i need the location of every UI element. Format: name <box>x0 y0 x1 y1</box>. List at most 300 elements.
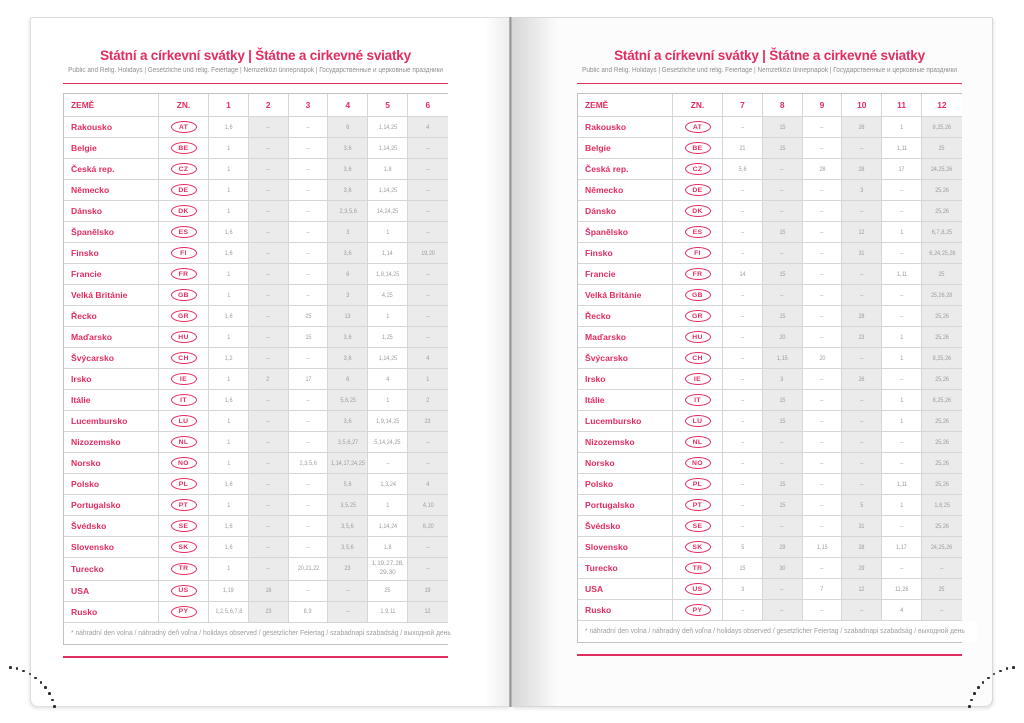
holiday-days: 25, 26 <box>935 375 949 383</box>
holiday-cell <box>408 474 448 495</box>
holiday-cell <box>328 180 368 201</box>
table-row <box>64 581 447 602</box>
country-name: Slovensko <box>585 542 628 552</box>
holiday-days: – <box>426 186 430 194</box>
holiday-cell <box>368 180 408 201</box>
holiday-cell <box>209 180 249 201</box>
country-name: Turecko <box>71 563 104 574</box>
holiday-days: – <box>900 564 904 572</box>
holiday-cell <box>763 180 803 201</box>
page-subtitle: Public and Relig. Holidays | Gesetzliche und relig. Feiertage | Nemzetközi ünnepnapok | Государственные и церковные праздники <box>68 67 443 74</box>
table-row <box>578 243 961 264</box>
holiday-days: 24, 25, 26 <box>931 543 953 551</box>
holiday-cell <box>882 537 922 558</box>
holiday-days: – <box>426 228 430 236</box>
table-row <box>64 369 447 390</box>
holiday-cell <box>328 264 368 285</box>
country-code-badge: CZ <box>685 163 711 175</box>
holiday-days: 1, 14, 25 <box>378 123 397 131</box>
table-row <box>578 306 961 327</box>
holiday-days: – <box>306 543 310 551</box>
country-name: Řecko <box>585 311 611 321</box>
holiday-days: – <box>266 312 270 320</box>
country-name: Švýcarsko <box>585 353 629 363</box>
holiday-cell <box>328 432 368 453</box>
holiday-cell <box>209 159 249 180</box>
holiday-cell <box>368 306 408 327</box>
country-cell <box>578 432 673 453</box>
holiday-days: – <box>780 207 784 215</box>
holiday-days: 15 <box>779 480 786 488</box>
holiday-days: 1, 6 <box>224 396 233 404</box>
holiday-cell <box>209 581 249 602</box>
holiday-cell <box>922 117 962 138</box>
holiday-days: 23 <box>265 608 272 616</box>
code-cell <box>159 201 209 222</box>
table-row <box>64 602 447 623</box>
holiday-cell <box>763 474 803 495</box>
holiday-days: – <box>740 228 744 236</box>
month-header-cell <box>249 94 289 117</box>
holiday-days: 17 <box>898 165 905 173</box>
table-row <box>578 180 961 201</box>
table-row <box>64 201 447 222</box>
holiday-cell <box>289 495 329 516</box>
holiday-cell <box>289 390 329 411</box>
country-name: Francie <box>71 269 102 279</box>
holiday-days: 4 <box>426 480 430 488</box>
country-name: Portugalsko <box>585 500 635 510</box>
holiday-days: 15 <box>779 123 786 131</box>
country-code-badge: HU <box>171 331 197 343</box>
holiday-cell <box>249 180 289 201</box>
holiday-days: – <box>266 123 270 131</box>
holiday-days: 1 <box>226 459 230 467</box>
country-code-badge: ES <box>171 226 197 238</box>
holiday-cell <box>842 516 882 537</box>
code-cell <box>159 222 209 243</box>
holiday-cell <box>249 201 289 222</box>
country-cell <box>64 138 159 159</box>
month-header-label: 12 <box>937 100 947 110</box>
code-cell <box>673 159 723 180</box>
table-row <box>578 138 961 159</box>
holiday-cell <box>842 600 882 621</box>
holiday-cell <box>922 432 962 453</box>
stitch-dot <box>1012 666 1015 669</box>
holiday-cell <box>408 516 448 537</box>
holiday-days: – <box>820 396 824 404</box>
country-code-badge: LU <box>685 415 711 427</box>
holiday-cell <box>209 306 249 327</box>
holiday-cell <box>763 306 803 327</box>
holiday-cell <box>289 432 329 453</box>
table-row <box>64 117 447 138</box>
month-header-cell <box>723 94 763 117</box>
country-name: USA <box>585 584 604 594</box>
holiday-days: – <box>266 354 270 362</box>
holiday-days: – <box>820 312 824 320</box>
holiday-cell <box>209 602 249 623</box>
country-code-badge: PT <box>685 499 711 511</box>
holiday-days: 1, 14, 25 <box>378 186 397 194</box>
month-header-label: 8 <box>779 100 785 110</box>
code-cell <box>673 327 723 348</box>
holiday-days: 1, 14, 25 <box>378 144 397 152</box>
holiday-days: – <box>860 270 864 278</box>
holiday-cell <box>842 243 882 264</box>
holiday-days: 6, 7, 8, 25 <box>931 228 952 236</box>
stitch-dot <box>9 666 12 669</box>
holiday-cell <box>803 138 843 159</box>
holiday-cell <box>763 558 803 579</box>
country-name: Rusko <box>71 606 98 617</box>
holiday-days: 3, 6 <box>343 249 352 257</box>
holiday-days: 4, 10 <box>422 501 434 509</box>
country-name: Lucembursko <box>71 416 128 426</box>
holiday-cell <box>882 138 922 159</box>
country-cell <box>578 138 673 159</box>
holiday-days: 15 <box>779 396 786 404</box>
holiday-days: 3 <box>346 228 350 236</box>
holiday-cell <box>328 537 368 558</box>
holiday-cell <box>842 432 882 453</box>
country-name: Velká Británie <box>71 290 128 300</box>
page-left <box>30 17 511 707</box>
holiday-days: – <box>266 165 270 173</box>
holiday-days: 5 <box>740 543 744 551</box>
country-code-badge: PL <box>685 478 711 490</box>
holiday-cell <box>289 516 329 537</box>
holiday-cell <box>842 537 882 558</box>
holiday-cell <box>723 264 763 285</box>
table-row <box>64 348 447 369</box>
holiday-days: 1 <box>900 501 904 509</box>
holiday-days: 15 <box>779 228 786 236</box>
country-cell <box>64 117 159 138</box>
holiday-cell <box>882 327 922 348</box>
holiday-days: 5, 14, 24, 25 <box>374 438 401 446</box>
holiday-cell <box>289 474 329 495</box>
holiday-cell <box>209 474 249 495</box>
holiday-days: – <box>306 249 310 257</box>
holiday-cell <box>408 537 448 558</box>
country-cell <box>578 600 673 621</box>
holiday-cell <box>289 348 329 369</box>
holiday-cell <box>249 411 289 432</box>
holiday-table-months-1-6 <box>63 93 451 645</box>
holiday-cell <box>922 222 962 243</box>
month-header-label: 9 <box>819 100 825 110</box>
holiday-days: – <box>266 186 270 194</box>
holiday-days: 1, 6 <box>224 249 233 257</box>
holiday-days: 12 <box>858 228 865 236</box>
table-footnote-row <box>64 623 451 644</box>
holiday-cell <box>408 285 448 306</box>
holiday-days: – <box>386 459 390 467</box>
holiday-cell <box>328 285 368 306</box>
holiday-days: 12 <box>424 608 431 616</box>
code-cell <box>673 243 723 264</box>
holiday-cell <box>368 453 408 474</box>
holiday-days: 7 <box>820 585 824 593</box>
country-cell <box>64 411 159 432</box>
country-code-badge: SK <box>171 541 197 553</box>
holiday-cell <box>209 369 249 390</box>
holiday-days: – <box>306 186 310 194</box>
holiday-days: 15 <box>779 312 786 320</box>
holiday-cell <box>408 117 448 138</box>
holiday-days: 1, 6 <box>224 312 233 320</box>
holiday-days: 4 <box>426 354 430 362</box>
holiday-cell <box>209 222 249 243</box>
holiday-days: 15 <box>779 270 786 278</box>
holiday-days: – <box>900 207 904 215</box>
code-cell <box>673 453 723 474</box>
holiday-cell <box>209 432 249 453</box>
holiday-days: – <box>900 375 904 383</box>
country-cell <box>578 537 673 558</box>
holiday-cell <box>882 516 922 537</box>
holiday-days: 1, 6 <box>224 543 233 551</box>
holiday-days: 28 <box>858 312 865 320</box>
holiday-cell <box>368 117 408 138</box>
holiday-cell <box>249 581 289 602</box>
holiday-cell <box>723 453 763 474</box>
footnote-cell <box>578 621 977 642</box>
country-cell <box>64 369 159 390</box>
holiday-days: 21 <box>739 144 746 152</box>
holiday-days: – <box>740 417 744 425</box>
holiday-cell <box>368 222 408 243</box>
holiday-days: 12 <box>858 585 865 593</box>
table-row <box>64 285 447 306</box>
holiday-cell <box>803 348 843 369</box>
holiday-cell <box>803 306 843 327</box>
table-row <box>64 474 447 495</box>
stitch-dot <box>993 673 996 676</box>
code-header-label: ZN. <box>690 100 705 110</box>
holiday-days: 1, 6 <box>224 480 233 488</box>
country-code-badge: BE <box>685 142 711 154</box>
holiday-cell <box>408 222 448 243</box>
holiday-cell <box>922 243 962 264</box>
holiday-days: – <box>780 186 784 194</box>
holiday-days: 3, 6 <box>343 186 352 194</box>
holiday-cell <box>922 369 962 390</box>
month-header-label: 7 <box>740 100 745 110</box>
holiday-days: 1, 8, 14, 25 <box>376 270 400 278</box>
holiday-days: 1 <box>226 333 230 341</box>
holiday-days: 1, 2 <box>224 354 233 362</box>
holiday-cell <box>882 222 922 243</box>
country-name: Slovensko <box>71 542 114 552</box>
holiday-days: 3 <box>346 291 350 299</box>
table-footnote-row <box>578 621 965 642</box>
code-cell <box>159 138 209 159</box>
holiday-cell <box>408 138 448 159</box>
country-name: Německo <box>71 185 110 195</box>
holiday-cell <box>803 579 843 600</box>
holiday-days: – <box>266 459 270 467</box>
holiday-cell <box>289 180 329 201</box>
holiday-days: – <box>780 459 784 467</box>
holiday-days: 28 <box>858 165 865 173</box>
holiday-days: – <box>740 123 744 131</box>
holiday-days: – <box>740 249 744 257</box>
country-cell <box>578 180 673 201</box>
code-cell <box>673 474 723 495</box>
holiday-days: 25 <box>938 144 945 152</box>
holiday-days: 25, 26 <box>935 459 949 467</box>
code-cell <box>673 369 723 390</box>
holiday-days: – <box>740 375 744 383</box>
country-code-badge: PL <box>171 478 197 490</box>
holiday-cell <box>763 390 803 411</box>
holiday-days: 6 <box>346 270 350 278</box>
holiday-days: – <box>860 396 864 404</box>
holiday-cell <box>328 602 368 623</box>
code-cell <box>159 581 209 602</box>
country-name: Maďarsko <box>71 332 113 342</box>
code-cell <box>673 285 723 306</box>
table-row <box>64 558 447 581</box>
holiday-days: – <box>306 291 310 299</box>
holiday-days: – <box>860 207 864 215</box>
holiday-days: 3, 6 <box>343 165 352 173</box>
holiday-days: 1, 19 <box>223 587 234 595</box>
holiday-cell <box>289 602 329 623</box>
holiday-days: – <box>860 417 864 425</box>
country-cell <box>64 201 159 222</box>
month-header-cell <box>328 94 368 117</box>
country-cell <box>578 411 673 432</box>
page-title: Státní a církevní svátky | Štátne a cirkevné sviatky <box>614 48 925 63</box>
holiday-cell <box>209 264 249 285</box>
stitch-dot <box>40 681 43 684</box>
country-name: Polsko <box>585 479 614 489</box>
holiday-cell <box>368 390 408 411</box>
holiday-cell <box>723 495 763 516</box>
country-code-badge: PY <box>171 606 197 618</box>
holiday-cell <box>723 474 763 495</box>
code-cell <box>159 159 209 180</box>
holiday-days: – <box>266 501 270 509</box>
code-cell <box>159 264 209 285</box>
holiday-days: – <box>266 228 270 236</box>
holiday-cell <box>763 411 803 432</box>
holiday-cell <box>249 602 289 623</box>
holiday-cell <box>368 348 408 369</box>
holiday-days: 1 <box>226 144 230 152</box>
country-cell <box>578 348 673 369</box>
holiday-days: – <box>820 459 824 467</box>
holiday-days: 25, 26 <box>935 186 949 194</box>
holiday-cell <box>922 537 962 558</box>
holiday-cell <box>882 579 922 600</box>
holiday-cell <box>289 117 329 138</box>
holiday-cell <box>842 474 882 495</box>
holiday-days: – <box>346 587 350 595</box>
country-cell <box>64 348 159 369</box>
holiday-cell <box>763 201 803 222</box>
holiday-days: 1 <box>386 312 390 320</box>
holiday-days: 8, 9 <box>304 608 312 616</box>
code-cell <box>673 348 723 369</box>
country-code-badge: BE <box>171 142 197 154</box>
country-header-cell <box>64 94 159 117</box>
holiday-days: 1 <box>900 123 904 131</box>
holiday-days: 24, 25, 26 <box>931 165 953 173</box>
holiday-days: – <box>306 228 310 236</box>
holiday-cell <box>328 495 368 516</box>
code-cell <box>673 138 723 159</box>
country-cell <box>578 390 673 411</box>
holiday-days: 25, 26 <box>935 438 949 446</box>
holiday-days: 28 <box>858 543 865 551</box>
accent-rule-top <box>63 83 448 84</box>
holiday-cell <box>922 600 962 621</box>
holiday-days: – <box>266 438 270 446</box>
country-name: Lucembursko <box>585 416 642 426</box>
code-cell <box>159 117 209 138</box>
holiday-cell <box>249 432 289 453</box>
holiday-days: 3, 6 <box>343 333 352 341</box>
holiday-cell <box>289 138 329 159</box>
holiday-cell <box>763 138 803 159</box>
country-code-badge: SK <box>685 541 711 553</box>
holiday-days: – <box>780 291 784 299</box>
holiday-cell <box>842 138 882 159</box>
code-cell <box>673 558 723 579</box>
country-name: Rusko <box>585 605 612 615</box>
country-code-badge: CH <box>685 352 711 364</box>
holiday-cell <box>289 201 329 222</box>
holiday-cell <box>408 159 448 180</box>
holiday-days: 19, 20 <box>421 249 435 257</box>
holiday-days: 4, 25 <box>382 291 393 299</box>
holiday-days: 1 <box>386 396 390 404</box>
country-cell <box>578 453 673 474</box>
table-row <box>578 558 961 579</box>
country-code-badge: GR <box>685 310 711 322</box>
holiday-days: 1 <box>226 165 230 173</box>
holiday-cell <box>209 390 249 411</box>
country-code-badge: AT <box>685 121 711 133</box>
holiday-days: – <box>306 354 310 362</box>
accent-rule-top <box>577 83 962 84</box>
holiday-cell <box>763 348 803 369</box>
country-cell <box>64 495 159 516</box>
holiday-cell <box>209 243 249 264</box>
holiday-cell <box>763 222 803 243</box>
holiday-days: 1 <box>900 417 904 425</box>
holiday-days: – <box>740 606 744 614</box>
holiday-days: – <box>900 312 904 320</box>
holiday-cell <box>249 285 289 306</box>
holiday-cell <box>289 369 329 390</box>
holiday-cell <box>882 390 922 411</box>
month-header-cell <box>882 94 922 117</box>
holiday-days: – <box>780 165 784 173</box>
holiday-cell <box>249 537 289 558</box>
code-cell <box>159 327 209 348</box>
holiday-cell <box>723 201 763 222</box>
stitch-dot <box>977 686 980 689</box>
holiday-days: 3 <box>740 585 744 593</box>
code-cell <box>673 180 723 201</box>
holiday-days: – <box>306 207 310 215</box>
